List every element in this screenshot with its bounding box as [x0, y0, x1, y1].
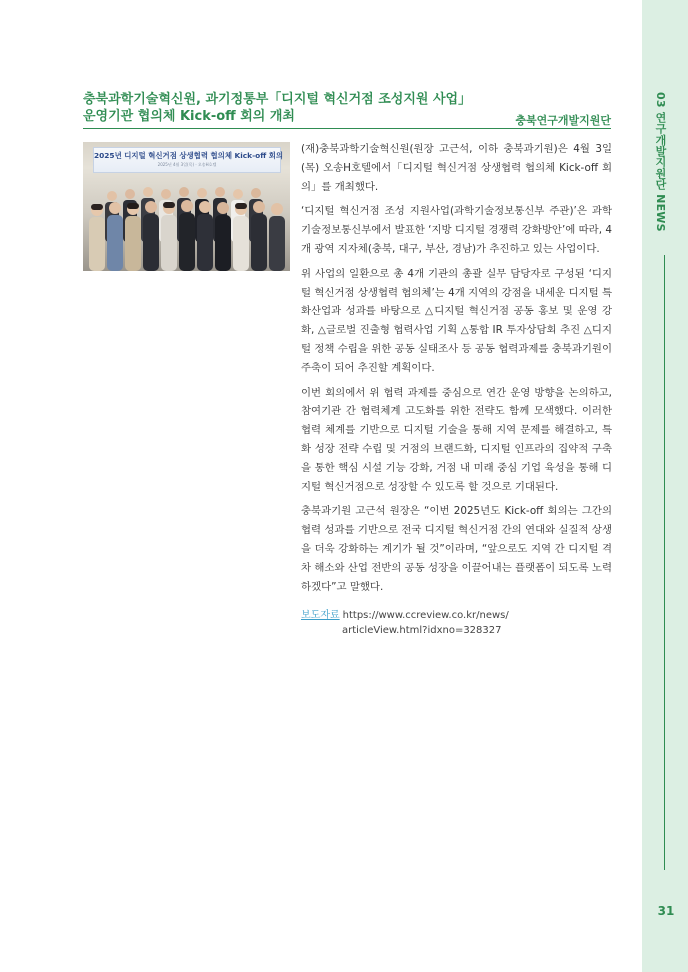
paragraph-3: 위 사업의 일환으로 총 4개 기관의 총괄 실무 담당자로 구성된 ‘디지털 혁신거점 상생협력 협의체’는 4개 지역의 강점을 내세운 디지털 특화산업과 성과를 바탕으로 △디지털 혁신거점 공동 홍보 및 운영 강화, △글로벌 진출형 협력사업 기획 △통합 IR 투자상담회 추진 △디지털 정책 수립을 위한 공동 실태조사 등 공동 협력과제를 충북과기원이 주축이 되어 추진할 계획이다. [301, 267, 612, 374]
paragraph-5: 충북과기원 고근석 원장은 “이번 2025년도 Kick-off 회의는 그간의 협력 성과를 기반으로 전국 디지털 혁신거점 간의 연대와 실질적 상생을 더욱 강화하는 계기가 될 것”이라며, “앞으로도 지역 간 디지털 격차 해소와 산업 전반의 공동 성장을 이끌어내는 플랫폼이 되도록 노력하겠다”고 말했다. [301, 505, 612, 593]
press-release-reference [301, 608, 509, 638]
section-label: 03 연구개발지원단 NEWS [654, 92, 667, 232]
event-photo [83, 142, 290, 271]
sidebar-divider [664, 255, 665, 870]
article-body [301, 140, 612, 602]
group-photo-icon [83, 142, 290, 271]
paragraph-2: ‘디지털 혁신거점 조성 지원사업(과학기술정보통신부 주관)’은 과학기술정보통신부에서 발표한 ‘지방 디지털 경쟁력 강화방안’에 따라, 4개 광역 지자체(충북, 대구, 부산, 경남)가 추진하고 있는 사업이다. [301, 205, 612, 255]
article-title-line2: 운영기관 협의체 Kick-off 회의 개최 [83, 109, 295, 124]
photo-banner-title: 2025년 디지털 혁신거점 상생협력 협의체 Kick-off 회의 [94, 151, 284, 160]
reference-url-line2[interactable]: articleView.html?idxno=328327 [342, 625, 502, 636]
paragraph-1: (재)충북과학기술혁신원(원장 고근석, 이하 충북과기원)은 4월 3일(목) 오송H호텔에서「디지털 혁신거점 상생협력 협의체 Kick-off 회의」를 개최했다. [301, 143, 612, 193]
photo-banner-subtitle: 2025년 4월 3일(목) · 오송H호텔 [157, 162, 217, 167]
press-release-link[interactable]: 보도자료 [301, 610, 340, 621]
article-title [83, 91, 483, 125]
title-divider [83, 128, 611, 129]
page-number: 31 [657, 904, 675, 918]
reference-url-line1[interactable]: https://www.ccreview.co.kr/news/ [342, 610, 509, 621]
article-title-line1: 충북과학기술혁신원, 과기정통부「디지털 혁신거점 조성지원 사업」 [83, 92, 472, 107]
paragraph-4: 이번 회의에서 위 협력 과제를 중심으로 연간 운영 방향을 논의하고, 참여기관 간 협력체계 고도화를 위한 전략도 함께 모색했다. 이러한 협력 체계를 기반으로 디지털 기술을 통해 지역 문제를 해결하고, 특화 성장 전략 수립 및 거점의 브랜드화, 디지털 인프라의 집약적 구축을 통한 핵심 시설 기능 강화, 거점 내 미래 중심 기업 육성을 통해 디지털 혁신거점으로 성장할 수 있도록 할 것으로 기대된다. [301, 386, 612, 493]
front-row [89, 200, 285, 271]
source-organization: 충북연구개발지원단 [515, 114, 611, 127]
